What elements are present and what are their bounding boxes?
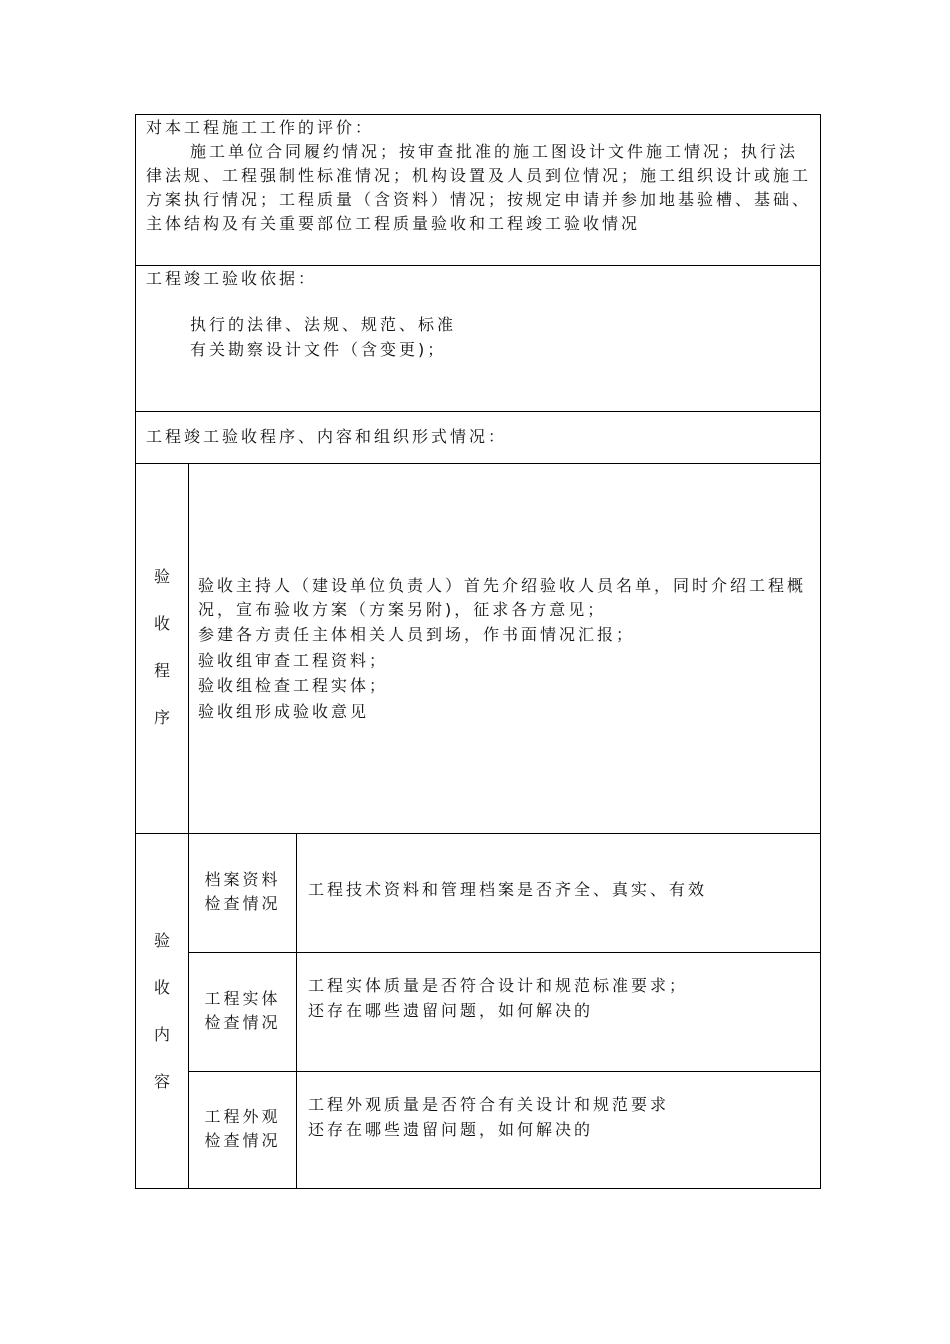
procedure-step-1: 验收主持人（建设单位负责人）首先介绍验收人员名单，同时介绍工程概况，宣布验收方案（方案另附)，征求各方意见； <box>198 576 807 619</box>
content-row-appearance-text-2: 还存在哪些遗留问题，如何解决的 <box>308 1120 594 1139</box>
divider-procedure-title-bottom <box>136 463 820 464</box>
content-row-archives-text: 工程技术资料和管理档案是否齐全、真实、有效 <box>308 880 708 899</box>
divider-basis-bottom <box>136 411 820 412</box>
divider-sublabel-column <box>296 833 297 1188</box>
procedure-step-2: 参建各方责任主体相关人员到场，作书面情况汇报； <box>198 625 636 644</box>
content-row-appearance-label: 工程外观 检查情况 <box>204 1107 281 1150</box>
basis-line-design-docs: 有关勘察设计文件（含变更)； <box>190 340 447 359</box>
content-row-entity-text-2: 还存在哪些遗留问题，如何解决的 <box>308 1001 594 1020</box>
procedure-step-5: 验收组形成验收意见 <box>198 702 370 721</box>
evaluation-title: 对本工程施工工作的评价： <box>146 118 375 137</box>
procedure-section-title: 工程竣工验收程序、内容和组织形式情况： <box>146 427 508 446</box>
procedure-step-3: 验收组审查工程资料； <box>198 651 389 670</box>
divider-procedure-bottom <box>136 833 820 834</box>
evaluation-body: 施工单位合同履约情况；按审查批准的施工图设计文件施工情况；执行法律法规、工程强制性标准情况；机构设置及人员到位情况；施工组织设计或施工方案执行情况；工程质量（含资料）情况；按规定申请并参加地基验槽、基础、主体结构及有关重要部位工程质量验收和工程竣工验收情况 <box>146 142 812 233</box>
basis-line-laws: 执行的法律、法规、规范、标准 <box>190 315 457 334</box>
procedure-step-4: 验收组检查工程实体； <box>198 676 389 695</box>
content-row-archives-label: 档案资料 检查情况 <box>204 870 281 913</box>
divider-content-row2-bottom <box>188 1071 820 1072</box>
acceptance-form-table <box>135 114 821 1189</box>
divider-label-column <box>188 463 189 1188</box>
divider-content-row1-bottom <box>188 952 820 953</box>
content-row-appearance-text-1: 工程外观质量是否符合有关设计和规范要求 <box>308 1095 670 1114</box>
content-row-entity-text-1: 工程实体质量是否符合设计和规范标准要求； <box>308 976 689 995</box>
procedure-label: 验 收 程 序 <box>153 567 170 727</box>
content-row-entity-label: 工程实体 检查情况 <box>204 989 281 1032</box>
divider-evaluation-bottom <box>136 265 820 266</box>
basis-title: 工程竣工验收依据： <box>146 269 318 288</box>
content-label: 验 收 内 容 <box>153 931 170 1091</box>
